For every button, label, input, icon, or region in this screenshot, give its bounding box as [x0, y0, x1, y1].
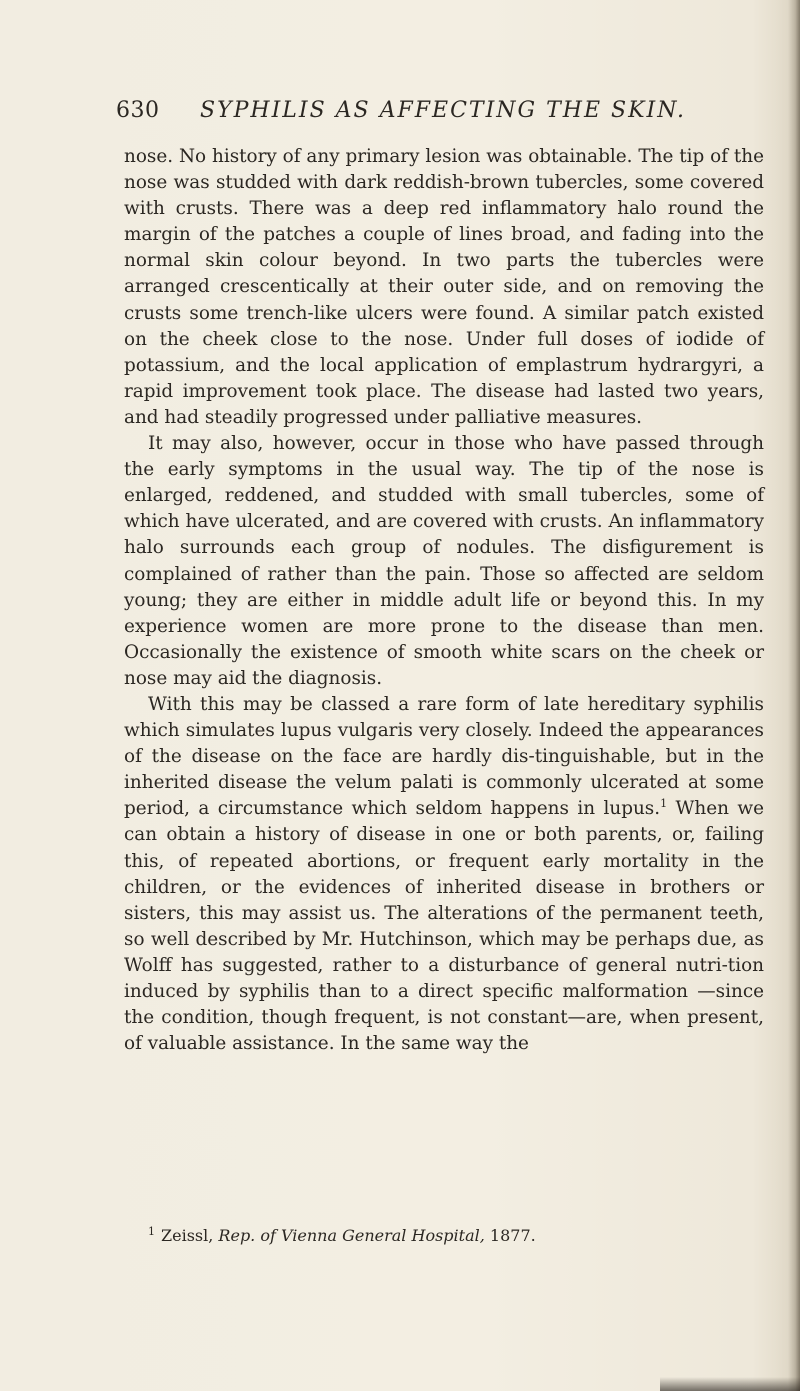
- paragraph-3-text-b: When we can obtain a history of disease in one or both parents, or, failing this, of repeated abortions, or frequent early mortality in the children, or the evidences of inherited disease in brothers or sisters, this may assist us. The alterations of the permanent teeth, so well described by Mr. Hutchinson, which may be perhaps due, as Wolff has suggested, rather to a disturbance of general nutri-tion induced by syphilis than to a direct specific malformation —since the condition, though frequent, is not constant—are, when present, of valuable assistance. In the same way the: [124, 798, 764, 1055]
- page-header: [116, 98, 756, 130]
- footnote-author: Zeissl,: [161, 1226, 214, 1245]
- paragraph-1-text: nose. No history of any primary lesion was obtainable. The tip of the nose was studded with dark reddish-brown tubercles, some covered with crusts. There was a deep red inflammatory halo round the margin of the patches a couple of lines broad, and fading into the normal skin colour beyond. In two parts the tubercles were arranged crescentically at their outer side, and on removing the crusts some trench-like ulcers were found. A similar patch existed on the cheek close to the nose. Under full doses of iodide of potassium, and the local application of emplastrum hydrargyri, a rapid improvement took place. The disease had lasted two years, and had steadily progressed under palliative measures.: [124, 146, 764, 428]
- footnote-source: Rep. of Vienna General Hospital,: [218, 1226, 485, 1245]
- paragraph-2-text: It may also, however, occur in those who have passed through the early symptoms in the usual way. The tip of the nose is enlarged, reddened, and studded with small tubercles, some of which have ulcerated, and are covered with crusts. An inflammatory halo surrounds each group of nodules. The disfigurement is complained of rather than the pain. Those so affected are seldom young; they are either in middle adult life or beyond this. In my experience women are more prone to the disease than men. Occasionally the existence of smooth white scars on the cheek or nose may aid the diagnosis.: [124, 433, 764, 689]
- page-corner-shadow: [660, 1377, 800, 1391]
- paragraph-1: [124, 144, 764, 431]
- running-title: SYPHILIS AS AFFECTING THE SKIN.: [200, 98, 687, 123]
- page-edge-shadow: [788, 0, 800, 1391]
- footnote-year: 1877.: [489, 1226, 536, 1245]
- footnote-reference: 1: [660, 797, 668, 811]
- paragraph-3: [124, 692, 764, 1057]
- body-text: [124, 144, 764, 1057]
- footnote-mark: 1: [148, 1224, 155, 1238]
- paragraph-2: [124, 431, 764, 692]
- page-number: 630: [116, 98, 160, 123]
- footnote: [148, 1226, 768, 1246]
- paragraph-3-text-a: With this may be classed a rare form of late hereditary syphilis which simulates lupus vulgaris very closely. Indeed the appearances of the disease on the face are hardly dis-tinguishable, but in the inherited disease the velum palati is commonly ulcerated at some period, a circumstance which seldom happens in lupus.: [124, 693, 764, 820]
